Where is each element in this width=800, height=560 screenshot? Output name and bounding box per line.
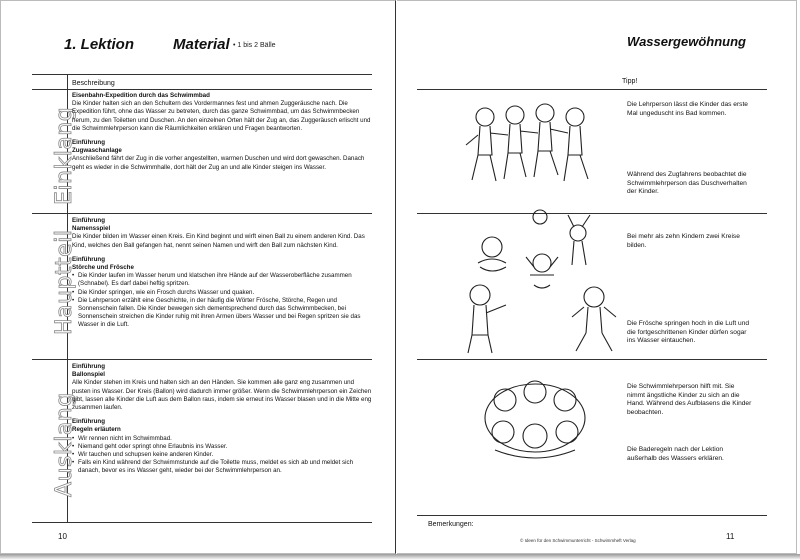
hauptteil-title-1: Namensspiel: [72, 225, 111, 233]
hauptteil-label-1: Einführung: [72, 217, 105, 224]
footer-copyright: © Ideen für den Schwimmunterricht - Schwimmheft Verlag: [520, 538, 636, 543]
column-rule: [32, 89, 372, 90]
children-circle-illustration: [475, 370, 595, 470]
lesson-title: 1. Lektion: [64, 36, 135, 53]
phase-ausklang: Ausklang: [52, 392, 77, 497]
tip-1: Die Lehrperson lässt die Kinder das erste Mal ungeduscht ins Bad kommen.: [627, 101, 748, 117]
header-rule: [32, 74, 372, 75]
einklang-section: [72, 92, 372, 172]
hauptteil-label-2: Einführung: [72, 255, 105, 263]
remarks-label: Bemerkungen:: [428, 521, 474, 528]
einklang-label-2: Einführung: [72, 139, 105, 147]
section-rule-1: [32, 213, 372, 214]
ausklang-text-1: Alle Kinder stehen im Kreis und halten sich an den Händen. Sie kommen alle ganz eng zusammen und pusten ins Wasser. Der Kreis (Ballon) wird dadurch immer größer. Wenn die Schwimmlehrperson ein Zeichen gibt, lassen alle Kinder die Luft aus dem Ballon raus, indem sie erneut ins Wasser blasen und in die Mitte eng zusammen laufen.: [72, 379, 372, 412]
tip-2: Während des Zugfahrens beobachtet die Schwimmlehrperson das Duschverhalten der Kinder.: [627, 171, 747, 196]
children-train-illustration: [460, 95, 600, 195]
ausklang-title-1: Ballonspiel: [72, 371, 106, 379]
list-item: • Wir rennen nicht im Schwimmbad.: [72, 435, 372, 443]
einklang-title-1: Eisenbahn-Expedition durch das Schwimmbad: [72, 92, 210, 99]
section-rule-2: [32, 359, 372, 360]
description-column-label: Beschreibung: [72, 80, 115, 87]
list-item: • Falls ein Kind während der Schwimmstunde auf die Toilette muss, meldet es sich ab und meldet sich danach, bevor es ins Wasser geht, wieder bei der Schwimmlehrperson an.: [72, 459, 372, 475]
page-number-left: 10: [58, 532, 67, 541]
hauptteil-bullets: [72, 272, 372, 329]
page-number-right: 11: [726, 532, 735, 541]
list-item: • Die Kinder springen, wie ein Frosch durchs Wasser und quaken.: [72, 289, 372, 297]
ausklang-label-2: Einführung: [72, 418, 105, 426]
material-note: • 1 bis 2 Bälle: [233, 42, 276, 49]
list-item: • Die Lehrperson erzählt eine Geschichte, in der häufig die Wörter Frösche, Störche, Regen und Sonnenschein fallen. Die Kinder bewegen sich dementsprechend durch das Schwimmbecken, bei Sonnenschein streichen die Kinder ruhig mit ihren Armen übers Wasser und bei Regen spritzen sie das Wasser in die Luft.: [72, 297, 372, 330]
einklang-title-2: Zugwaschanlage: [72, 147, 122, 155]
page-title: Wassergewöhnung: [627, 34, 746, 49]
list-item: • Niemand geht oder springt ohne Erlaubnis ins Wasser.: [72, 443, 372, 451]
phase-hauptteil: Hauptteil: [52, 229, 77, 335]
right-rule-2: [417, 359, 767, 360]
phase-einklang: Einklang: [52, 106, 77, 205]
right-top-rule: [417, 89, 767, 90]
page-shadow: [0, 554, 800, 560]
tip-label: Tipp!: [622, 78, 638, 85]
material-label: Material: [173, 36, 230, 53]
tip-6: Die Baderegeln nach der Lektion außerhalb des Wassers erklären.: [627, 446, 724, 462]
einklang-text-2: Anschließend fährt der Zug in die vorher angestellten, warmen Duschen und wird dort gewaschen. Danach geht es wieder in die Schwimmhalle, dort hält der Zug an und alle Kinder steigen ins Wasser.: [72, 155, 365, 171]
list-item: • Die Kinder laufen im Wasser herum und klatschen ihre Hände auf der Wasseroberfläche zusammen (Schnabel). Es darf dabei heftig spritzen.: [72, 272, 372, 288]
ausklang-bullets: [72, 435, 372, 476]
section-rule-3: [32, 522, 372, 523]
ausklang-label-1: Einführung: [72, 363, 105, 370]
tip-5: Die Schwimmlehrperson hilft mit. Sie nimmt ängstliche Kinder zu sich an die Hand. Während des Aufblasens die Kinder beobachten.: [627, 383, 752, 416]
right-rule-3: [417, 515, 767, 516]
tip-3: Bei mehr als zehn Kindern zwei Kreise bilden.: [627, 233, 740, 249]
children-ball-water-illustration: [460, 205, 625, 355]
list-item: • Wir tauchen und schupsen keine anderen Kinder.: [72, 451, 372, 459]
hauptteil-section: [72, 217, 372, 330]
hauptteil-title-2: Störche und Frösche: [72, 264, 134, 272]
hauptteil-text-1: Die Kinder bilden im Wasser einen Kreis. Ein Kind beginnt und wirft einen Ball zu einem anderen Kind. Das Kind, welches den Ball gefangen hat, nennt seinen Namen und wirft den Ball zum nächsten Kind.: [72, 233, 365, 249]
ausklang-section: [72, 363, 372, 476]
ausklang-title-2: Regeln erläutern: [72, 426, 121, 434]
tip-4: Die Frösche springen hoch in die Luft und die fortgeschrittenen Kinder dürfen sogar ins Wasser eintauchen.: [627, 320, 750, 345]
einklang-text-1: Die Kinder halten sich an den Schultern des Vordermannes fest und ahmen Zuggeräusche nach. Die Expedition führt, ohne das Wasser zu betreten, durch das ganze Schwimmbad, um das Schwimmbecken herum, zu den Toiletten und Duschen. An den einzelnen Orten hält der Zug an, das Zuggeräusch erlischt und die Schwimmlehrperson kann die Räumlichkeiten erklären und Fragen beantworten.: [72, 100, 371, 132]
